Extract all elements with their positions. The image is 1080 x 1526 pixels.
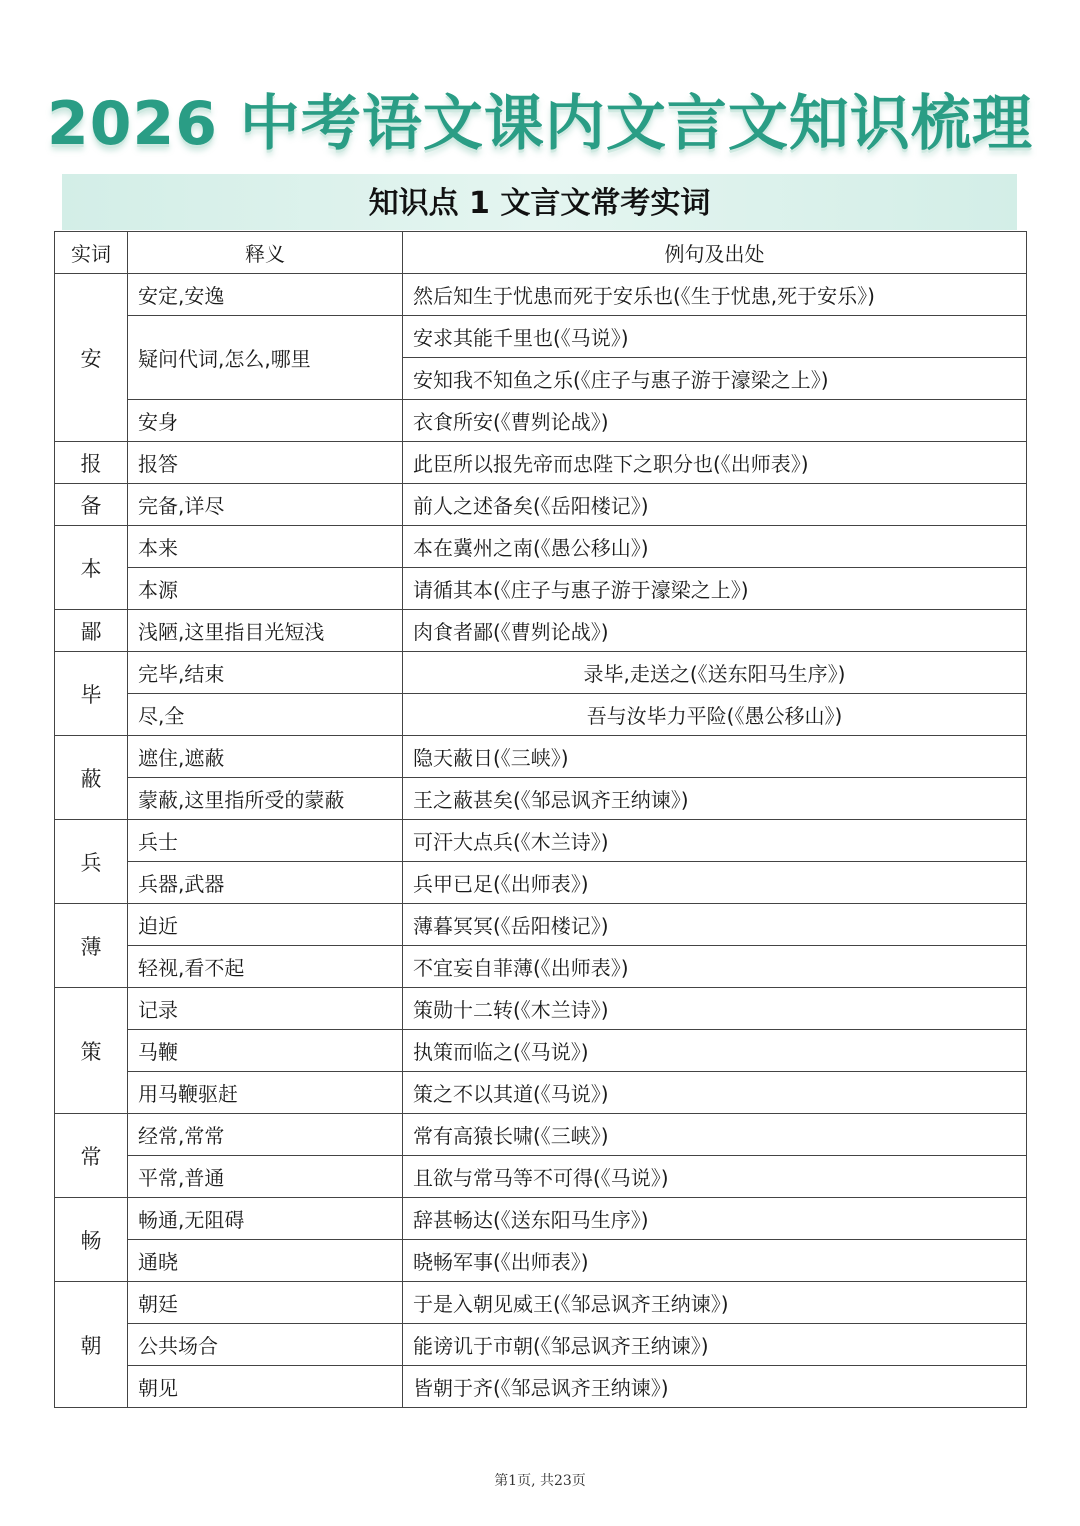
table-row <box>55 820 1027 862</box>
table-row <box>55 568 1027 610</box>
table-row <box>55 442 1027 484</box>
section-banner: 知识点 1 文言文常考实词 <box>62 174 1017 230</box>
word-cell: 蔽 <box>55 736 128 820</box>
meaning-cell: 畅通,无阻碍 <box>128 1198 403 1240</box>
table-row <box>55 1282 1027 1324</box>
table-row <box>55 694 1027 736</box>
example-cell: 请循其本(《庄子与惠子游于濠梁之上》) <box>403 568 1027 610</box>
meaning-cell: 记录 <box>128 988 403 1030</box>
page-footer: 第1页, 共23页 <box>494 1473 586 1489</box>
vocabulary-table <box>54 231 1027 1408</box>
example-cell: 王之蔽甚矣(《邹忌讽齐王纳谏》) <box>403 778 1027 820</box>
word-cell: 兵 <box>55 820 128 904</box>
meaning-cell: 马鞭 <box>128 1030 403 1072</box>
table-row <box>55 526 1027 568</box>
header-meaning: 释义 <box>128 232 403 274</box>
meaning-cell: 完备,详尽 <box>128 484 403 526</box>
example-cell: 此臣所以报先帝而忠陛下之职分也(《出师表》) <box>403 442 1027 484</box>
meaning-cell: 平常,普通 <box>128 1156 403 1198</box>
example-cell: 本在冀州之南(《愚公移山》) <box>403 526 1027 568</box>
example-cell: 安知我不知鱼之乐(《庄子与惠子游于濠梁之上》) <box>403 358 1027 400</box>
table-row <box>55 400 1027 442</box>
example-cell: 执策而临之(《马说》) <box>403 1030 1027 1072</box>
example-cell: 衣食所安(《曹刿论战》) <box>403 400 1027 442</box>
meaning-cell: 本来 <box>128 526 403 568</box>
meaning-cell: 轻视,看不起 <box>128 946 403 988</box>
meaning-cell: 完毕,结束 <box>128 652 403 694</box>
table-row <box>55 736 1027 778</box>
example-cell: 安求其能千里也(《马说》) <box>403 316 1027 358</box>
table-row <box>55 274 1027 316</box>
example-cell: 录毕,走送之(《送东阳马生序》) <box>403 652 1027 694</box>
example-cell: 然后知生于忧患而死于安乐也(《生于忧患,死于安乐》) <box>403 274 1027 316</box>
table-header-row <box>55 232 1027 274</box>
header-word: 实词 <box>55 232 128 274</box>
meaning-cell: 尽,全 <box>128 694 403 736</box>
table-row <box>55 946 1027 988</box>
table-row <box>55 1324 1027 1366</box>
meaning-cell: 疑问代词,怎么,哪里 <box>128 316 403 400</box>
table-row <box>55 484 1027 526</box>
table-row <box>55 610 1027 652</box>
word-cell: 薄 <box>55 904 128 988</box>
table-row <box>55 652 1027 694</box>
header-example: 例句及出处 <box>403 232 1027 274</box>
word-cell: 安 <box>55 274 128 442</box>
table-row <box>55 862 1027 904</box>
example-cell: 可汗大点兵(《木兰诗》) <box>403 820 1027 862</box>
table-row <box>55 1072 1027 1114</box>
example-cell: 兵甲已足(《出师表》) <box>403 862 1027 904</box>
table-row <box>55 988 1027 1030</box>
example-cell: 且欲与常马等不可得(《马说》) <box>403 1156 1027 1198</box>
table-row <box>55 1198 1027 1240</box>
meaning-cell: 朝见 <box>128 1366 403 1408</box>
word-cell: 常 <box>55 1114 128 1198</box>
word-cell: 朝 <box>55 1282 128 1408</box>
table-row <box>55 778 1027 820</box>
meaning-cell: 迫近 <box>128 904 403 946</box>
table-row <box>55 316 1027 358</box>
meaning-cell: 通晓 <box>128 1240 403 1282</box>
table-body <box>55 274 1027 1408</box>
meaning-cell: 浅陋,这里指目光短浅 <box>128 610 403 652</box>
example-cell: 策勋十二转(《木兰诗》) <box>403 988 1027 1030</box>
table-row <box>55 1030 1027 1072</box>
table-row <box>55 1366 1027 1408</box>
meaning-cell: 朝廷 <box>128 1282 403 1324</box>
meaning-cell: 兵士 <box>128 820 403 862</box>
meaning-cell: 蒙蔽,这里指所受的蒙蔽 <box>128 778 403 820</box>
meaning-cell: 兵器,武器 <box>128 862 403 904</box>
table-row <box>55 1114 1027 1156</box>
word-cell: 本 <box>55 526 128 610</box>
table-row <box>55 1240 1027 1282</box>
word-cell: 报 <box>55 442 128 484</box>
example-cell: 晓畅军事(《出师表》) <box>403 1240 1027 1282</box>
word-cell: 毕 <box>55 652 128 736</box>
example-cell: 不宜妄自菲薄(《出师表》) <box>403 946 1027 988</box>
example-cell: 隐天蔽日(《三峡》) <box>403 736 1027 778</box>
meaning-cell: 用马鞭驱赶 <box>128 1072 403 1114</box>
meaning-cell: 公共场合 <box>128 1324 403 1366</box>
table-row <box>55 1156 1027 1198</box>
example-cell: 于是入朝见威王(《邹忌讽齐王纳谏》) <box>403 1282 1027 1324</box>
example-cell: 能谤讥于市朝(《邹忌讽齐王纳谏》) <box>403 1324 1027 1366</box>
example-cell: 肉食者鄙(《曹刿论战》) <box>403 610 1027 652</box>
word-cell: 备 <box>55 484 128 526</box>
example-cell: 常有高猿长啸(《三峡》) <box>403 1114 1027 1156</box>
example-cell: 前人之述备矣(《岳阳楼记》) <box>403 484 1027 526</box>
table-row <box>55 904 1027 946</box>
meaning-cell: 安身 <box>128 400 403 442</box>
example-cell: 辞甚畅达(《送东阳马生序》) <box>403 1198 1027 1240</box>
word-cell: 鄙 <box>55 610 128 652</box>
word-cell: 畅 <box>55 1198 128 1282</box>
example-cell: 吾与汝毕力平险(《愚公移山》) <box>403 694 1027 736</box>
meaning-cell: 经常,常常 <box>128 1114 403 1156</box>
meaning-cell: 安定,安逸 <box>128 274 403 316</box>
example-cell: 薄暮冥冥(《岳阳楼记》) <box>403 904 1027 946</box>
page-title: 2026 中考语文课内文言文知识梳理 <box>47 89 1033 159</box>
word-cell: 策 <box>55 988 128 1114</box>
example-cell: 皆朝于齐(《邹忌讽齐王纳谏》) <box>403 1366 1027 1408</box>
meaning-cell: 遮住,遮蔽 <box>128 736 403 778</box>
meaning-cell: 报答 <box>128 442 403 484</box>
example-cell: 策之不以其道(《马说》) <box>403 1072 1027 1114</box>
meaning-cell: 本源 <box>128 568 403 610</box>
